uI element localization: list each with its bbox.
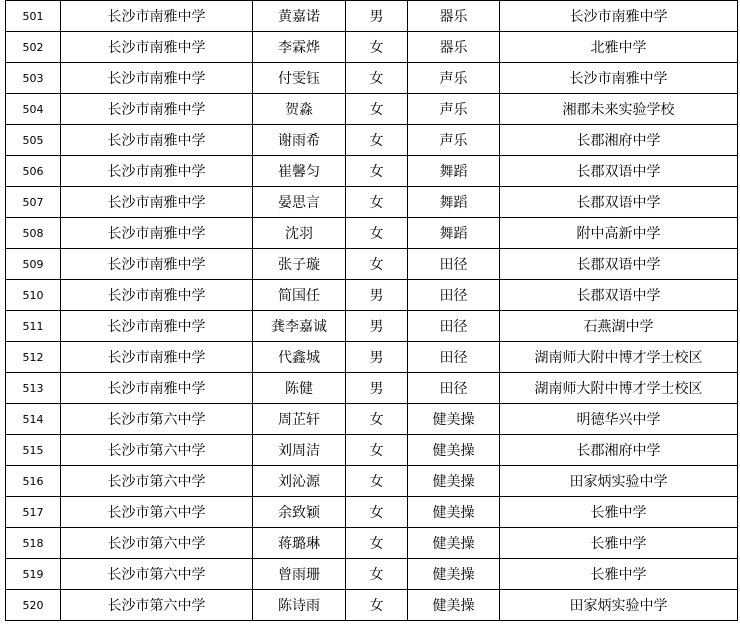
student-name-cell: 代鑫城	[253, 342, 346, 373]
row-number-cell: 505	[6, 125, 61, 156]
student-name-cell: 陈诗雨	[253, 590, 346, 621]
gender-cell: 女	[346, 94, 408, 125]
roster-table-body	[6, 1, 738, 621]
table-row	[6, 32, 738, 63]
row-number-cell: 506	[6, 156, 61, 187]
table-row	[6, 435, 738, 466]
specialty-cell: 声乐	[408, 63, 500, 94]
table-row	[6, 218, 738, 249]
student-name-cell: 张子璇	[253, 249, 346, 280]
table-row	[6, 187, 738, 218]
specialty-cell: 田径	[408, 280, 500, 311]
gender-cell: 女	[346, 187, 408, 218]
origin-school-cell: 湘郡未来实验学校	[500, 94, 738, 125]
specialty-cell: 健美操	[408, 528, 500, 559]
admitting-school-cell: 长沙市第六中学	[61, 404, 253, 435]
admitting-school-cell: 长沙市第六中学	[61, 497, 253, 528]
gender-cell: 女	[346, 559, 408, 590]
gender-cell: 女	[346, 466, 408, 497]
specialty-cell: 田径	[408, 249, 500, 280]
specialty-cell: 健美操	[408, 559, 500, 590]
gender-cell: 女	[346, 590, 408, 621]
origin-school-cell: 长郡湘府中学	[500, 125, 738, 156]
gender-cell: 男	[346, 373, 408, 404]
gender-cell: 男	[346, 342, 408, 373]
row-number-cell: 519	[6, 559, 61, 590]
table-row	[6, 373, 738, 404]
row-number-cell: 516	[6, 466, 61, 497]
admitting-school-cell: 长沙市第六中学	[61, 559, 253, 590]
row-number-cell: 515	[6, 435, 61, 466]
gender-cell: 男	[346, 311, 408, 342]
student-name-cell: 余致颖	[253, 497, 346, 528]
origin-school-cell: 石燕湖中学	[500, 311, 738, 342]
table-row	[6, 125, 738, 156]
gender-cell: 女	[346, 528, 408, 559]
origin-school-cell: 田家炳实验中学	[500, 590, 738, 621]
row-number-cell: 513	[6, 373, 61, 404]
row-number-cell: 511	[6, 311, 61, 342]
student-name-cell: 周芷轩	[253, 404, 346, 435]
specialty-cell: 声乐	[408, 94, 500, 125]
student-name-cell: 刘沁源	[253, 466, 346, 497]
specialty-cell: 健美操	[408, 435, 500, 466]
admitting-school-cell: 长沙市第六中学	[61, 435, 253, 466]
table-row	[6, 280, 738, 311]
student-name-cell: 刘周洁	[253, 435, 346, 466]
admitting-school-cell: 长沙市南雅中学	[61, 125, 253, 156]
specialty-cell: 健美操	[408, 404, 500, 435]
gender-cell: 女	[346, 63, 408, 94]
row-number-cell: 508	[6, 218, 61, 249]
gender-cell: 女	[346, 404, 408, 435]
gender-cell: 男	[346, 280, 408, 311]
origin-school-cell: 长沙市南雅中学	[500, 1, 738, 32]
table-row	[6, 311, 738, 342]
student-name-cell: 崔馨匀	[253, 156, 346, 187]
admitting-school-cell: 长沙市南雅中学	[61, 311, 253, 342]
row-number-cell: 518	[6, 528, 61, 559]
row-number-cell: 514	[6, 404, 61, 435]
specialty-cell: 健美操	[408, 590, 500, 621]
row-number-cell: 504	[6, 94, 61, 125]
gender-cell: 女	[346, 435, 408, 466]
admitting-school-cell: 长沙市南雅中学	[61, 1, 253, 32]
specialty-cell: 舞蹈	[408, 218, 500, 249]
origin-school-cell: 长郡湘府中学	[500, 435, 738, 466]
admitting-school-cell: 长沙市南雅中学	[61, 94, 253, 125]
admitting-school-cell: 长沙市第六中学	[61, 466, 253, 497]
admitting-school-cell: 长沙市南雅中学	[61, 63, 253, 94]
admitting-school-cell: 长沙市第六中学	[61, 528, 253, 559]
admitting-school-cell: 长沙市南雅中学	[61, 156, 253, 187]
table-row	[6, 404, 738, 435]
origin-school-cell: 田家炳实验中学	[500, 466, 738, 497]
specialty-cell: 舞蹈	[408, 187, 500, 218]
admitting-school-cell: 长沙市南雅中学	[61, 373, 253, 404]
student-name-cell: 沈羽	[253, 218, 346, 249]
admitting-school-cell: 长沙市南雅中学	[61, 32, 253, 63]
specialty-cell: 器乐	[408, 1, 500, 32]
row-number-cell: 501	[6, 1, 61, 32]
row-number-cell: 512	[6, 342, 61, 373]
specialty-cell: 器乐	[408, 32, 500, 63]
origin-school-cell: 长雅中学	[500, 497, 738, 528]
table-row	[6, 249, 738, 280]
row-number-cell: 502	[6, 32, 61, 63]
student-name-cell: 陈健	[253, 373, 346, 404]
student-name-cell: 付雯钰	[253, 63, 346, 94]
gender-cell: 女	[346, 249, 408, 280]
origin-school-cell: 长郡双语中学	[500, 249, 738, 280]
admitting-school-cell: 长沙市南雅中学	[61, 218, 253, 249]
student-name-cell: 简国任	[253, 280, 346, 311]
specialty-cell: 健美操	[408, 497, 500, 528]
row-number-cell: 503	[6, 63, 61, 94]
origin-school-cell: 湖南师大附中博才学士校区	[500, 342, 738, 373]
row-number-cell: 517	[6, 497, 61, 528]
gender-cell: 女	[346, 32, 408, 63]
table-row	[6, 590, 738, 621]
table-row	[6, 94, 738, 125]
origin-school-cell: 长雅中学	[500, 528, 738, 559]
student-name-cell: 黄嘉诺	[253, 1, 346, 32]
origin-school-cell: 明德华兴中学	[500, 404, 738, 435]
origin-school-cell: 长郡双语中学	[500, 187, 738, 218]
student-name-cell: 蒋璐琳	[253, 528, 346, 559]
specialty-cell: 田径	[408, 311, 500, 342]
gender-cell: 男	[346, 1, 408, 32]
table-row	[6, 1, 738, 32]
admitting-school-cell: 长沙市第六中学	[61, 590, 253, 621]
admitting-school-cell: 长沙市南雅中学	[61, 187, 253, 218]
student-name-cell: 李霖烨	[253, 32, 346, 63]
gender-cell: 女	[346, 125, 408, 156]
specialty-cell: 田径	[408, 373, 500, 404]
student-name-cell: 曾雨珊	[253, 559, 346, 590]
specialty-cell: 舞蹈	[408, 156, 500, 187]
row-number-cell: 509	[6, 249, 61, 280]
admitting-school-cell: 长沙市南雅中学	[61, 342, 253, 373]
student-name-cell: 贺淼	[253, 94, 346, 125]
admitting-school-cell: 长沙市南雅中学	[61, 280, 253, 311]
table-row	[6, 342, 738, 373]
origin-school-cell: 湖南师大附中博才学士校区	[500, 373, 738, 404]
table-row	[6, 559, 738, 590]
specialty-cell: 声乐	[408, 125, 500, 156]
admitting-school-cell: 长沙市南雅中学	[61, 249, 253, 280]
table-row	[6, 528, 738, 559]
origin-school-cell: 北雅中学	[500, 32, 738, 63]
row-number-cell: 507	[6, 187, 61, 218]
gender-cell: 女	[346, 218, 408, 249]
student-name-cell: 龚李嘉诚	[253, 311, 346, 342]
table-row	[6, 497, 738, 528]
origin-school-cell: 长沙市南雅中学	[500, 63, 738, 94]
gender-cell: 女	[346, 497, 408, 528]
roster-table	[5, 0, 738, 621]
table-row	[6, 466, 738, 497]
origin-school-cell: 长郡双语中学	[500, 156, 738, 187]
table-row	[6, 156, 738, 187]
origin-school-cell: 附中高新中学	[500, 218, 738, 249]
table-row	[6, 63, 738, 94]
origin-school-cell: 长雅中学	[500, 559, 738, 590]
specialty-cell: 田径	[408, 342, 500, 373]
specialty-cell: 健美操	[408, 466, 500, 497]
student-name-cell: 晏思言	[253, 187, 346, 218]
student-name-cell: 谢雨希	[253, 125, 346, 156]
row-number-cell: 520	[6, 590, 61, 621]
row-number-cell: 510	[6, 280, 61, 311]
gender-cell: 女	[346, 156, 408, 187]
origin-school-cell: 长郡双语中学	[500, 280, 738, 311]
